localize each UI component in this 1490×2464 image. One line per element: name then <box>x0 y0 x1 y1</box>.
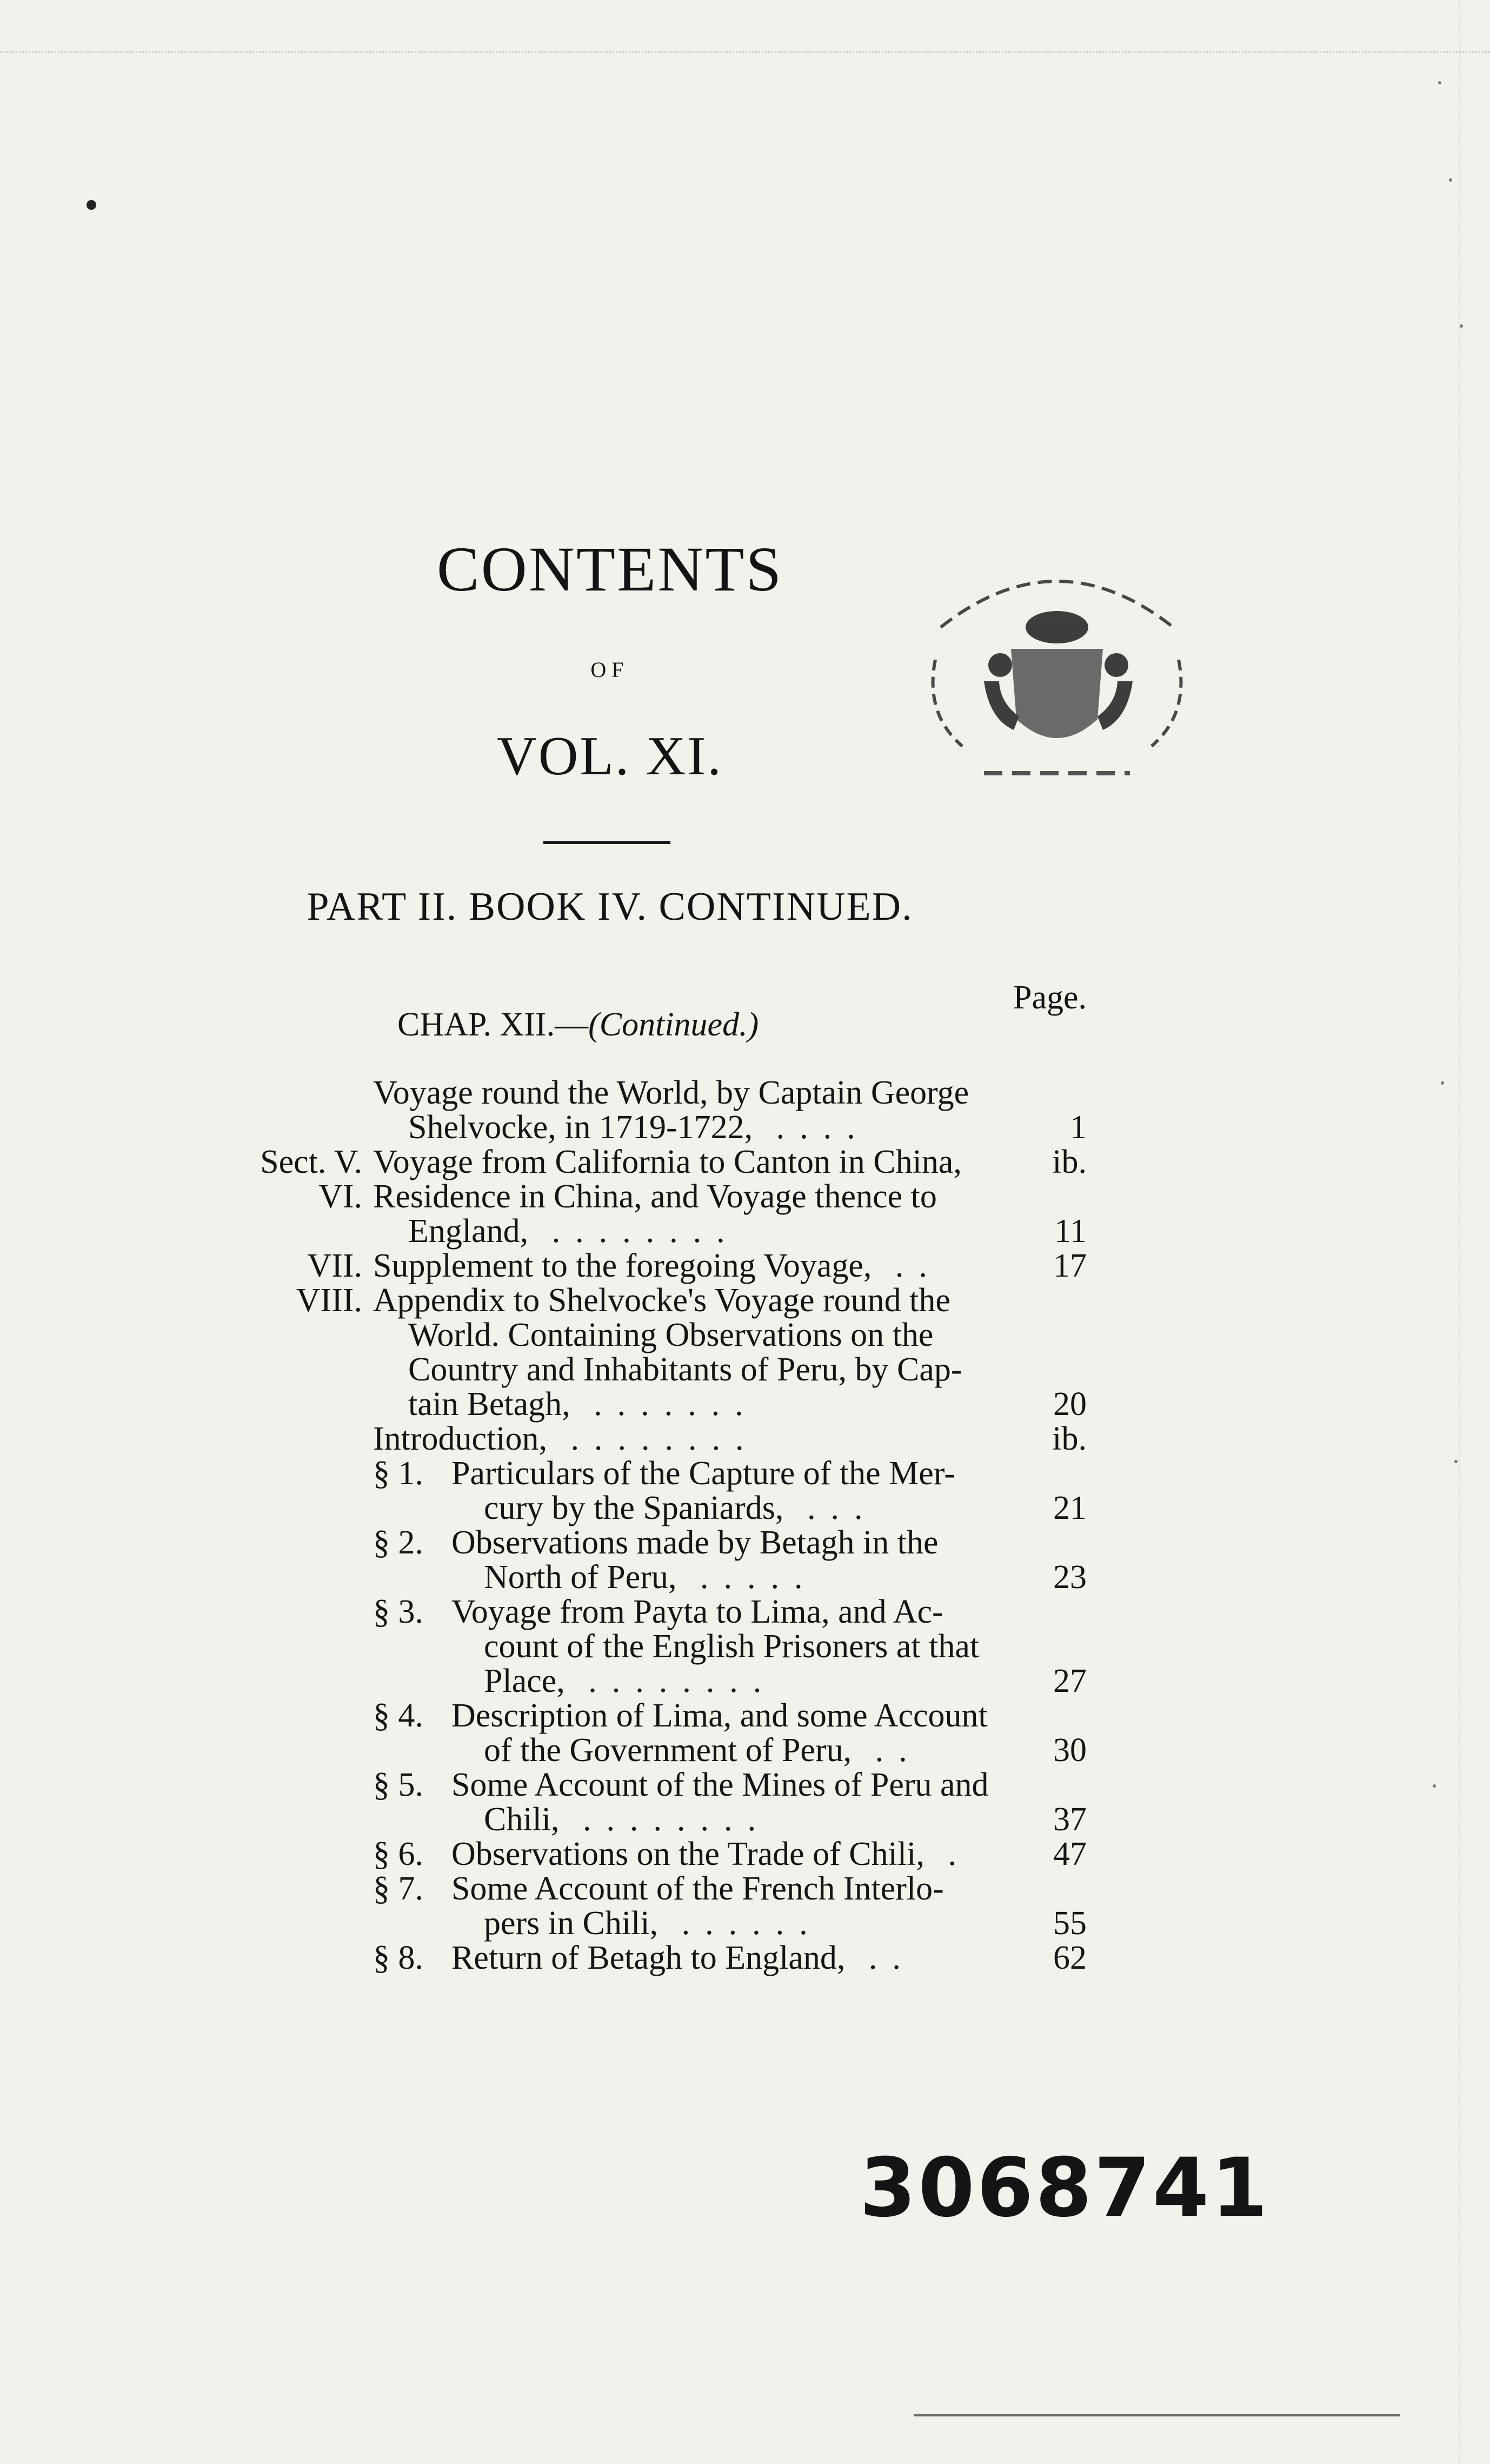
leader-dots: ........ <box>528 1213 740 1250</box>
entry-text-line <box>484 1734 922 1767</box>
entry-label: § 7. <box>373 1870 423 1907</box>
leader-dots: .... <box>753 1109 870 1146</box>
entry-text-line <box>408 1111 870 1144</box>
leader-dots: ... <box>783 1490 878 1526</box>
entry-page-number: ib. <box>1052 1144 1087 1180</box>
entry-text-line <box>451 1941 916 1975</box>
entry-text: of the Government of Peru, <box>484 1732 852 1769</box>
entry-text-line <box>373 1145 962 1179</box>
entry-page-number: 30 <box>1053 1732 1087 1769</box>
leader-dots: . <box>924 1836 972 1872</box>
entry-text: Shelvocke, in 1719-1722, <box>408 1109 753 1146</box>
ink-speck <box>1433 1784 1436 1788</box>
leader-dots: ........ <box>559 1801 771 1838</box>
leader-dots: ...... <box>658 1905 823 1942</box>
page-column-label: Page. <box>1013 979 1087 1016</box>
entry-page-number: 62 <box>1053 1940 1087 1976</box>
page-right-edge <box>1456 0 1460 2464</box>
entry-text-line <box>484 1491 877 1525</box>
entry-text: Place, <box>484 1663 565 1699</box>
entry-label: § 8. <box>373 1940 423 1976</box>
leader-dots: .. <box>845 1940 916 1976</box>
entry-page-number: 11 <box>1054 1213 1087 1250</box>
entry-text-line: Some Account of the Mines of Peru and <box>451 1766 989 1803</box>
entry-page-number: 21 <box>1053 1490 1087 1526</box>
entry-text: Introduction, <box>373 1420 547 1457</box>
leader-dots: ........ <box>564 1663 777 1699</box>
entry-text: Supplement to the foregoing Voyage, <box>373 1247 872 1284</box>
entry-text: Observations on the Trade of Chili, <box>451 1836 924 1872</box>
ink-speck <box>1441 1081 1444 1085</box>
entry-text: North of Peru, <box>484 1559 677 1596</box>
entry-text-line <box>408 1387 759 1421</box>
entry-page-number: 27 <box>1053 1663 1087 1699</box>
title-rule <box>543 841 670 844</box>
entry-label: § 4. <box>373 1697 423 1734</box>
entry-label: § 1. <box>373 1455 423 1492</box>
entry-page-number: ib. <box>1052 1420 1087 1457</box>
entry-text-line <box>484 1560 817 1594</box>
entry-label: § 2. <box>373 1524 423 1561</box>
entry-label: § 6. <box>373 1836 423 1872</box>
entry-text-line <box>484 1664 776 1698</box>
volume-title: VOL. XI. <box>497 726 723 787</box>
entry-label: Sect. V. <box>260 1144 362 1180</box>
entry-text: tain Betagh, <box>408 1386 570 1423</box>
ink-speck <box>1454 1460 1458 1463</box>
entry-text-line: Residence in China, and Voyage thence to <box>373 1178 937 1215</box>
leader-dots: .. <box>852 1732 922 1769</box>
entry-text-line: Country and Inhabitants of Peru, by Cap- <box>408 1351 962 1388</box>
entry-text: England, <box>408 1213 529 1250</box>
entry-text: Chili, <box>484 1801 560 1838</box>
library-stamp <box>903 541 1211 795</box>
entry-text: Voyage from California to Canton in China, <box>373 1144 962 1180</box>
entry-text-line <box>484 1907 823 1940</box>
entry-page-number: 20 <box>1053 1386 1087 1423</box>
entry-text-line: World. Containing Observations on the <box>408 1317 934 1353</box>
title-of: OF <box>590 657 629 682</box>
entry-text-line <box>373 1422 759 1456</box>
chapter-heading <box>397 1006 759 1044</box>
entry-label: VIII. <box>296 1282 362 1319</box>
part-heading: PART II. BOOK IV. CONTINUED. <box>307 885 913 929</box>
entry-text-line <box>373 1249 942 1283</box>
entry-label: § 3. <box>373 1593 423 1630</box>
entry-text-line <box>408 1214 740 1248</box>
leader-dots: ....... <box>570 1386 759 1423</box>
ink-speck <box>1460 324 1463 328</box>
entry-text-line: Description of Lima, and some Account <box>451 1697 988 1734</box>
entry-label: § 5. <box>373 1766 423 1803</box>
entry-text-line: Some Account of the French Interlo- <box>451 1870 944 1907</box>
page-title: CONTENTS <box>436 534 783 605</box>
entry-text-line: count of the English Prisoners at that <box>484 1628 980 1665</box>
ink-speck <box>87 200 96 210</box>
entry-text-line <box>484 1803 771 1836</box>
entry-text-line <box>451 1837 972 1871</box>
accession-number: 3068741 <box>860 2141 1270 2235</box>
entry-label: VII. <box>307 1247 362 1284</box>
entry-text: pers in Chili, <box>484 1905 658 1942</box>
entry-label: VI. <box>318 1178 362 1215</box>
entry-page-number: 55 <box>1053 1905 1087 1942</box>
entry-page-number: 17 <box>1053 1247 1087 1284</box>
entry-page-number: 47 <box>1053 1836 1087 1872</box>
page-top-edge <box>0 51 1490 56</box>
entry-page-number: 23 <box>1053 1559 1087 1596</box>
chapter-label: CHAP. XII.— <box>397 1006 589 1043</box>
ink-speck <box>1449 178 1452 182</box>
leader-dots: .. <box>872 1247 942 1284</box>
entry-text-line: Observations made by Betagh in the <box>451 1524 939 1561</box>
bottom-rule <box>914 2414 1400 2416</box>
entry-page-number: 37 <box>1053 1801 1087 1838</box>
leader-dots: ........ <box>547 1420 759 1457</box>
entry-page-number: 1 <box>1070 1109 1087 1146</box>
leader-dots: ..... <box>676 1559 818 1596</box>
entry-text-line: Particulars of the Capture of the Mer- <box>451 1455 955 1492</box>
entry-text-line: Voyage round the World, by Captain George <box>373 1074 969 1111</box>
entry-text: cury by the Spaniards, <box>484 1490 784 1526</box>
entry-text-line: Appendix to Shelvocke's Voyage round the <box>373 1282 950 1319</box>
ink-speck <box>1438 81 1441 84</box>
chapter-continued: (Continued.) <box>588 1006 759 1043</box>
entry-text: Return of Betagh to England, <box>451 1940 846 1976</box>
entry-text-line: Voyage from Payta to Lima, and Ac- <box>451 1593 943 1630</box>
